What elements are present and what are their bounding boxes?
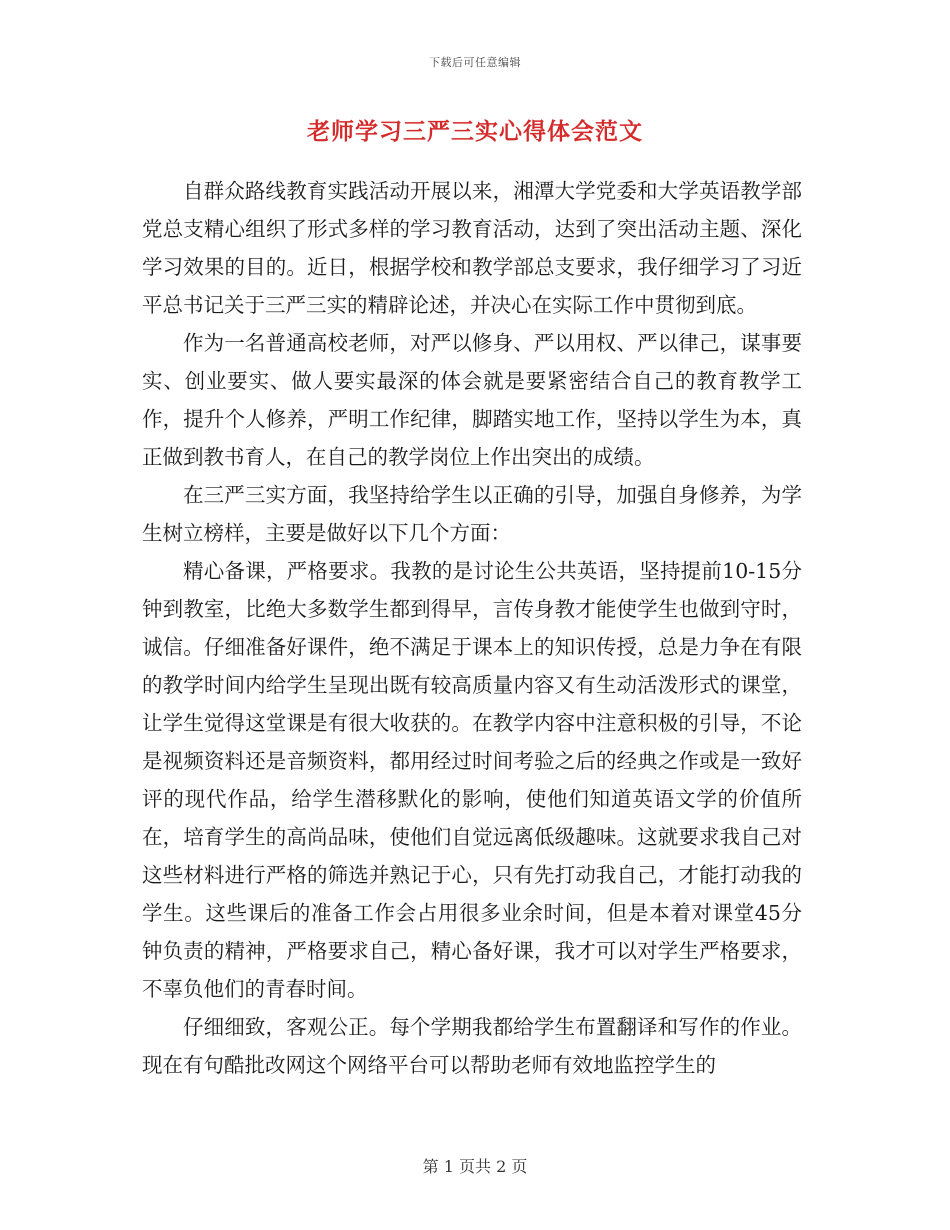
page-number-footer: 第 1 页共 2 页: [422, 1157, 528, 1176]
paragraph-intro: 自群众路线教育实践活动开展以来，湘潭大学党委和大学英语教学部党总支精心组织了形式多样的学习教育活动，达到了突出活动主题、深化学习效果的目的。近日，根据学校和教学部总支要求，我仔细学习了习近平总书记关于三严三实的精辟论述，并决心在实际工作中贯彻到底。: [142, 179, 802, 317]
paragraph-lesson-prep: 精心备课，严格要求。我教的是讨论生公共英语，坚持提前10-15分钟到教室，比绝大多数学生都到得早，言传身教才能使学生也做到守时，诚信。仔细准备好课件，绝不满足于课本上的知识传授，总是力争在有限的教学时间内给学生呈现出既有较高质量内容又有生动活泼形式的课堂，让学生觉得这堂课是有很大收获的。在教学内容中注意积极的引导，不论是视频资料还是音频资料，都用经过时间考验之后的经典之作或是一致好评的现代作品，给学生潜移默化的影响，使他们知道英语文学的价值所在，培育学生的高尚品味，使他们自觉远离低级趣味。这就要求我自己对这些材料进行严格的筛选并熟记于心，只有先打动我自己，才能打动我的学生。这些课后的准备工作会占用很多业余时间，但是本着对课堂45分钟负责的精神，严格要求自己，精心备好课，我才可以对学生严格要求，不辜负他们的青春时间。: [142, 559, 802, 1001]
paragraph-aspects: 在三严三实方面，我坚持给学生以正确的引导，加强自身修养，为学生树立榜样，主要是做好以下几个方面：: [142, 483, 802, 545]
header-note: 下载后可任意编辑: [429, 56, 521, 69]
paragraph-experience: 作为一名普通高校老师，对严以修身、严以用权、严以律己，谋事要实、创业要实、做人要实最深的体会就是要紧密结合自己的教育教学工作，提升个人修养，严明工作纪律，脚踏实地工作，坚持以学生为本，真正做到教书育人，在自己的教学岗位上作出突出的成绩。: [142, 331, 802, 469]
paragraph-fairness: 仔细细致，客观公正。每个学期我都给学生布置翻译和写作的作业。现在有句酷批改网这个网络平台可以帮助老师有效地监控学生的: [142, 1015, 802, 1077]
document-title: 老师学习三严三实心得体会范文: [307, 118, 643, 145]
document-body: [142, 172, 802, 1084]
